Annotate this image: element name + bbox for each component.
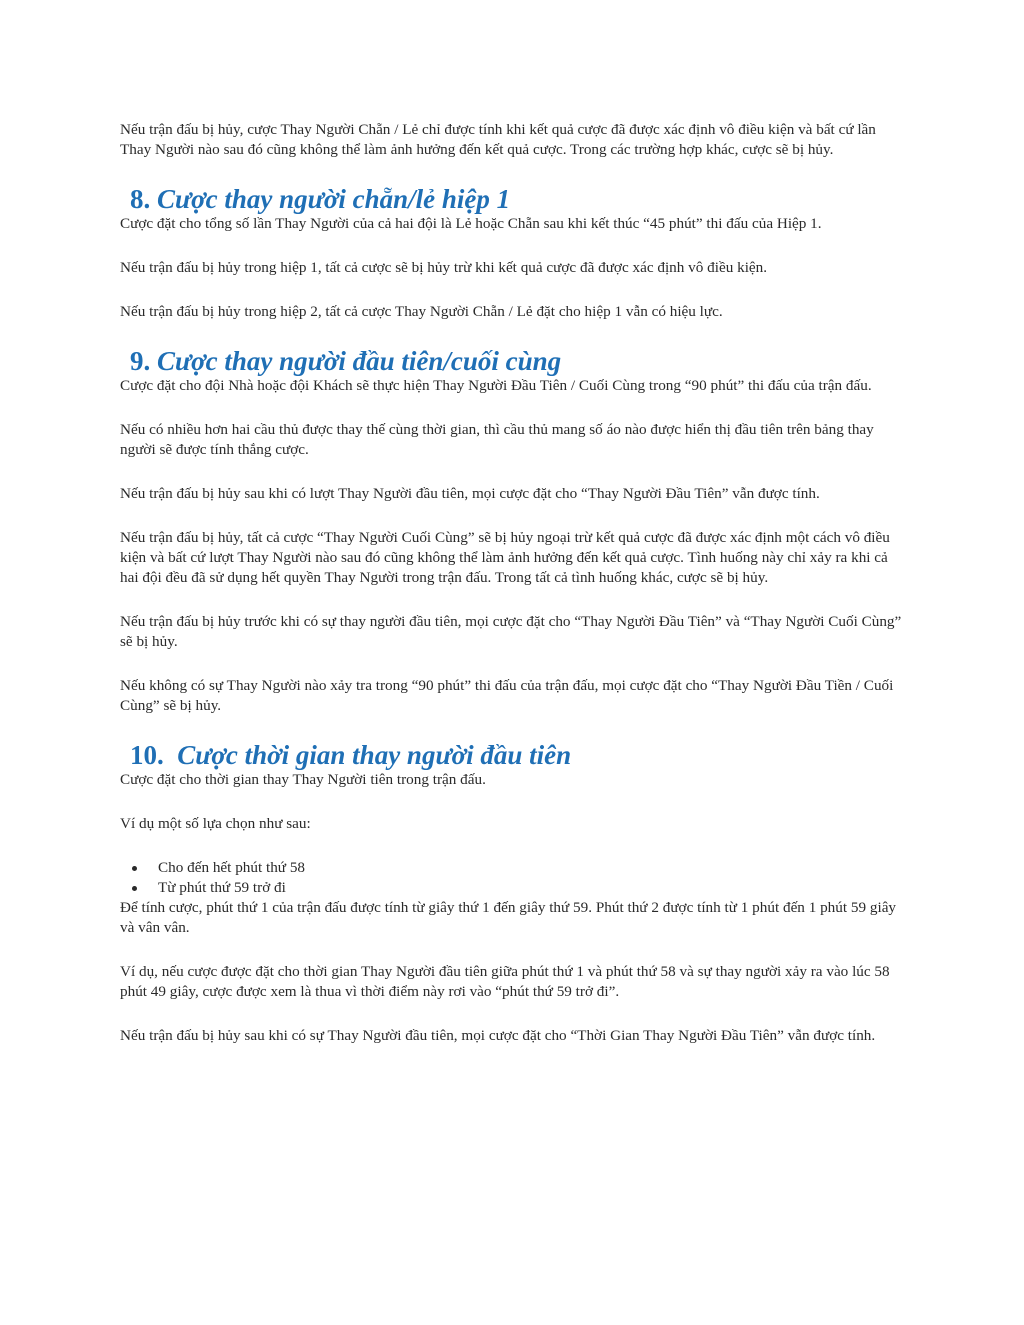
section-10-bullet-list <box>120 858 910 898</box>
section-10-paragraph-3: Để tính cược, phút thứ 1 của trận đấu được tính từ giây thứ 1 đến giây thứ 59. Phút thứ 2 được tính từ 1 phút đến 1 phút 59 giây và vân vân. <box>120 899 897 936</box>
section-9-paragraph-3: Nếu trận đấu bị hủy sau khi có lượt Thay Người đầu tiên, mọi cược đặt cho “Thay Người Đầu Tiên” vẫn được tính. <box>120 485 820 502</box>
section-10-number: 10. <box>130 740 164 770</box>
section-8-paragraph-3: Nếu trận đấu bị hủy trong hiệp 2, tất cả cược Thay Người Chẵn / Lẻ đặt cho hiệp 1 vẫn có hiệu lực. <box>120 303 723 320</box>
section-10-paragraph-1: Cược đặt cho thời gian thay Thay Người tiên trong trận đấu. <box>120 771 486 788</box>
section-9-title: Cược thay người đầu tiên/cuối cùng <box>157 346 562 376</box>
section-10-paragraph-2: Ví dụ một số lựa chọn như sau: <box>120 815 311 832</box>
section-9-number: 9. <box>130 346 151 376</box>
section-9-paragraph-1: Cược đặt cho đội Nhà hoặc đội Khách sẽ thực hiện Thay Người Đầu Tiên / Cuối Cùng trong “90 phút” thi đấu của trận đấu. <box>120 377 872 394</box>
list-item: Từ phút thứ 59 trở đi <box>120 878 910 898</box>
section-8-number: 8. <box>130 184 151 214</box>
list-item: Cho đến hết phút thứ 58 <box>120 858 910 878</box>
section-9-paragraph-2: Nếu có nhiều hơn hai cầu thủ được thay thế cùng thời gian, thì cầu thủ mang số áo nào được hiển thị đầu tiên trên bảng thay người sẽ được tính thắng cược. <box>120 421 874 458</box>
section-9-heading <box>120 346 910 376</box>
section-8-paragraph-1: Cược đặt cho tổng số lần Thay Người của cả hai đội là Lẻ hoặc Chẵn sau khi kết thúc “45 phút” thi đấu của Hiệp 1. <box>120 215 822 232</box>
section-8-heading <box>120 184 910 214</box>
section-10-heading <box>120 740 910 770</box>
section-8-title: Cược thay người chẵn/lẻ hiệp 1 <box>157 184 511 214</box>
section-8-paragraph-2: Nếu trận đấu bị hủy trong hiệp 1, tất cả cược sẽ bị hủy trừ khi kết quả cược đã được xác định vô điều kiện. <box>120 259 768 276</box>
section-10-paragraph-4: Ví dụ, nếu cược được đặt cho thời gian Thay Người đầu tiên giữa phút thứ 1 và phút thứ 58 và sự thay người xảy ra vào lúc 58 phút 49 giây, cược được xem là thua vì thời điểm này rơi vào “phút thứ 59 trở đi”. <box>120 963 890 1000</box>
section-10-paragraph-5: Nếu trận đấu bị hủy sau khi có sự Thay Người đầu tiên, mọi cược đặt cho “Thời Gian Thay Người Đầu Tiên” vẫn được tính. <box>120 1027 876 1044</box>
document-page <box>120 120 910 1046</box>
section-10-title: Cược thời gian thay người đầu tiên <box>177 740 572 770</box>
section-9-paragraph-6: Nếu không có sự Thay Người nào xảy tra trong “90 phút” thi đấu của trận đấu, mọi cược đặt cho “Thay Người Đầu Tiền / Cuối Cùng” sẽ bị hủy. <box>120 677 894 714</box>
section-9-paragraph-4: Nếu trận đấu bị hủy, tất cả cược “Thay Người Cuối Cùng” sẽ bị hủy ngoại trừ kết quả cược đã được xác định một cách vô điều kiện và bất cứ lượt Thay Người nào sau đó cũng không thể làm ảnh hưởng đến kết quả cược. Tình huống này chỉ xảy ra khi cả hai đội đều đã sử dụng hết quyền Thay Người trong trận đấu. Trong tất cả tình huống khác, cược sẽ bị hủy. <box>120 529 890 586</box>
section-9-paragraph-5: Nếu trận đấu bị hủy trước khi có sự thay người đầu tiên, mọi cược đặt cho “Thay Người Đầu Tiên” và “Thay Người Cuối Cùng” sẽ bị hủy. <box>120 613 902 650</box>
intro-paragraph: Nếu trận đấu bị hủy, cược Thay Người Chẵn / Lẻ chỉ được tính khi kết quả cược đã được xác định vô điều kiện và bất cứ lần Thay Người nào sau đó cũng không thể làm ảnh hưởng đến kết quả cược. Trong các trường hợp khác, cược sẽ bị hủy. <box>120 121 876 158</box>
